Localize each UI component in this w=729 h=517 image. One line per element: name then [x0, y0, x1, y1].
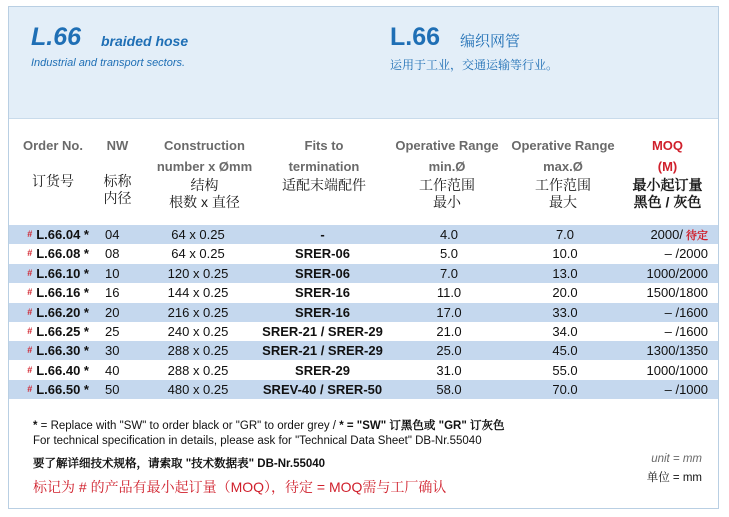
cell-order: [9, 303, 89, 322]
cell-order: [9, 264, 89, 283]
order-number: L.66.20 *: [36, 304, 89, 320]
footnote-replace: [33, 417, 504, 433]
cell-nw: 16: [105, 285, 120, 301]
cell-nw: 20: [105, 304, 120, 320]
cell-order: [9, 361, 89, 380]
cell-max: 45.0: [552, 343, 578, 359]
order-number: L.66.16 *: [36, 285, 89, 301]
cell-moq: [613, 303, 708, 322]
cell-cons: 288 x 0.25: [167, 362, 229, 378]
col-moq-en2: (M): [657, 159, 678, 174]
cell-cons: 120 x 0.25: [167, 265, 229, 281]
cell-cons: 480 x 0.25: [167, 382, 229, 398]
cell-max: 20.0: [552, 285, 578, 301]
order-number: L.66.30 *: [36, 343, 89, 359]
col-fits-en2: termination: [288, 159, 360, 174]
unit-label-en: unit = mm: [651, 453, 702, 465]
cell-cons: 144 x 0.25: [167, 285, 229, 301]
col-construction: [147, 135, 262, 211]
cell-order: [9, 341, 89, 360]
footnote-techspec-en: For technical specification in details, please ask for "Technical Data Sheet" DB-Nr.55040: [33, 435, 482, 447]
footnote-replace-cn: = "SW" 订黑色或 "GR" 订灰色: [343, 420, 505, 432]
col-moq-cn1: 最小起订量: [632, 177, 703, 193]
table-row: [9, 303, 718, 322]
product-code-en: L.66: [31, 23, 82, 51]
table-row: [9, 264, 718, 283]
cell-nw: 30: [105, 343, 120, 359]
cell-min: 25.0: [436, 343, 462, 359]
order-number: L.66.50 *: [36, 382, 89, 398]
unit-label-cn: 单位 = mm: [646, 472, 702, 484]
moq-value: 1000/2000: [646, 265, 708, 281]
cell-order: [9, 283, 89, 302]
cell-fits: SRER-29: [295, 362, 350, 378]
moq-hash-mark: #: [27, 229, 33, 239]
col-max-en1: Operative Range: [511, 138, 615, 153]
col-fits: [259, 135, 389, 194]
product-desc-cn: 运用于工业，交通运输等行业。: [390, 58, 559, 72]
table-row: [9, 341, 718, 360]
cell-moq: [613, 244, 708, 263]
col-fits-cn: 适配末端配件: [282, 177, 366, 193]
cell-min: 11.0: [436, 285, 462, 301]
footnote-replace-en: = Replace with "SW" to order black or "GR" to order grey /: [37, 420, 340, 432]
order-number: L.66.08 *: [36, 246, 89, 262]
cell-fits: SRER-06: [295, 265, 350, 281]
footnote-moq-note: 标记为 # 的产品有最小起订量（MOQ），待定 = MOQ需与工厂确认: [33, 479, 447, 495]
col-max-cn1: 工作范围: [535, 177, 591, 193]
cell-max: 33.0: [552, 304, 578, 320]
order-number: L.66.25 *: [36, 324, 89, 339]
moq-value: 1300/1350: [646, 343, 708, 359]
cell-moq: [613, 361, 708, 380]
cell-order: [9, 225, 89, 244]
cell-order: [9, 244, 89, 263]
cell-nw: 40: [105, 362, 120, 378]
col-min-en1: Operative Range: [395, 138, 499, 153]
cell-max: 70.0: [552, 382, 578, 398]
table-row: [9, 244, 718, 263]
cell-moq: [613, 283, 708, 302]
moq-value: – /2000: [664, 246, 708, 262]
moq-hash-mark: #: [27, 326, 33, 336]
order-number: L.66.10 *: [36, 265, 89, 281]
moq-hash-mark: #: [27, 287, 33, 298]
footnote-star-1: *: [33, 420, 38, 432]
col-moq-cn2: 黑色 / 灰色: [633, 194, 702, 210]
col-cons-cn2: 根数 x 直径: [169, 194, 240, 210]
cell-fits: SREV-40 / SRER-50: [262, 382, 383, 398]
cell-max: 10.0: [552, 246, 578, 262]
moq-hash-mark: #: [27, 267, 33, 278]
cell-min: 31.0: [436, 362, 462, 378]
cell-max: 7.0: [555, 227, 575, 242]
moq-hash-mark: #: [27, 384, 33, 395]
cell-moq: [613, 341, 708, 360]
col-order-en: Order No.: [23, 138, 83, 153]
footnote-star-2: *: [339, 420, 344, 432]
col-min-cn1: 工作范围: [419, 177, 475, 193]
col-order: [13, 135, 93, 190]
cell-min: 4.0: [439, 227, 459, 242]
table-row: [9, 322, 718, 341]
cell-moq: [613, 264, 708, 283]
cell-fits: SRER-21 / SRER-29: [262, 324, 383, 339]
cell-moq: [613, 380, 708, 399]
col-moq-en1: MOQ: [651, 138, 684, 153]
table-row: [9, 225, 718, 244]
moq-hash-mark: #: [27, 364, 33, 375]
footnote-techspec-cn: 要了解详细技术规格，请索取 "技术数据表" DB-Nr.55040: [33, 458, 326, 470]
moq-value: – /1600: [664, 324, 708, 339]
moq-hash-mark: #: [27, 248, 33, 259]
cell-nw: 08: [105, 246, 120, 262]
cell-moq: [613, 225, 708, 244]
table-row: [9, 283, 718, 302]
col-max-en2: max.Ø: [543, 159, 583, 174]
col-cons-en1: Construction: [164, 138, 245, 153]
moq-note: 待定: [686, 230, 708, 242]
col-nw-en: NW: [106, 138, 129, 153]
product-desc-en: Industrial and transport sectors.: [31, 57, 186, 69]
table-row: [9, 361, 718, 380]
cell-max: 55.0: [552, 362, 578, 378]
product-title-en: braided hose: [101, 33, 189, 49]
cell-max: 34.0: [552, 324, 578, 339]
col-nw-cn1: 标称: [103, 173, 132, 189]
col-moq: [620, 135, 715, 211]
moq-hash-mark: #: [27, 345, 33, 356]
col-fits-en1: Fits to: [304, 138, 344, 153]
cell-cons: 64 x 0.25: [171, 227, 225, 242]
order-number: L.66.40 *: [36, 362, 89, 378]
col-order-cn: 订货号: [32, 173, 74, 189]
moq-value: 2000/: [650, 227, 683, 242]
product-title-cn: 编织网管: [460, 33, 521, 50]
col-nw: [95, 135, 140, 207]
moq-value: 1500/1800: [646, 285, 708, 301]
col-min: [387, 135, 507, 211]
cell-nw: 04: [105, 227, 120, 242]
cell-fits: SRER-06: [295, 246, 350, 262]
header-band: [9, 7, 718, 119]
cell-min: 7.0: [439, 265, 459, 281]
table-row: [9, 380, 718, 399]
col-max: [503, 135, 623, 211]
cell-nw: 10: [105, 265, 120, 281]
cell-max: 13.0: [552, 265, 578, 281]
datasheet-panel: [8, 6, 719, 509]
cell-cons: 64 x 0.25: [171, 246, 225, 262]
cell-min: 5.0: [439, 246, 459, 262]
col-min-en2: min.Ø: [428, 159, 466, 174]
cell-min: 21.0: [436, 324, 462, 339]
cell-fits: -: [320, 227, 325, 242]
cell-moq: [613, 322, 708, 341]
cell-fits: SRER-16: [295, 304, 350, 320]
cell-nw: 50: [105, 382, 120, 398]
col-cons-cn1: 结构: [190, 177, 219, 193]
col-nw-cn2: 内径: [103, 190, 132, 206]
cell-min: 17.0: [436, 304, 462, 320]
cell-cons: 288 x 0.25: [167, 343, 229, 359]
cell-cons: 240 x 0.25: [167, 324, 229, 339]
cell-fits: SRER-21 / SRER-29: [262, 343, 383, 359]
moq-hash-mark: #: [27, 306, 33, 317]
moq-value: – /1600: [664, 304, 708, 320]
cell-nw: 25: [105, 324, 120, 339]
col-max-cn2: 最大: [549, 194, 577, 210]
cell-fits: SRER-16: [295, 285, 350, 301]
col-cons-en2: number x Ømm: [156, 159, 253, 174]
order-number: L.66.04 *: [36, 227, 89, 242]
product-code-cn: L.66: [390, 23, 441, 51]
moq-value: 1000/1000: [646, 362, 708, 378]
cell-cons: 216 x 0.25: [167, 304, 229, 320]
cell-order: [9, 380, 89, 399]
cell-min: 58.0: [436, 382, 462, 398]
col-min-cn2: 最小: [433, 194, 461, 210]
moq-value: – /1000: [664, 382, 708, 398]
cell-order: [9, 322, 89, 341]
